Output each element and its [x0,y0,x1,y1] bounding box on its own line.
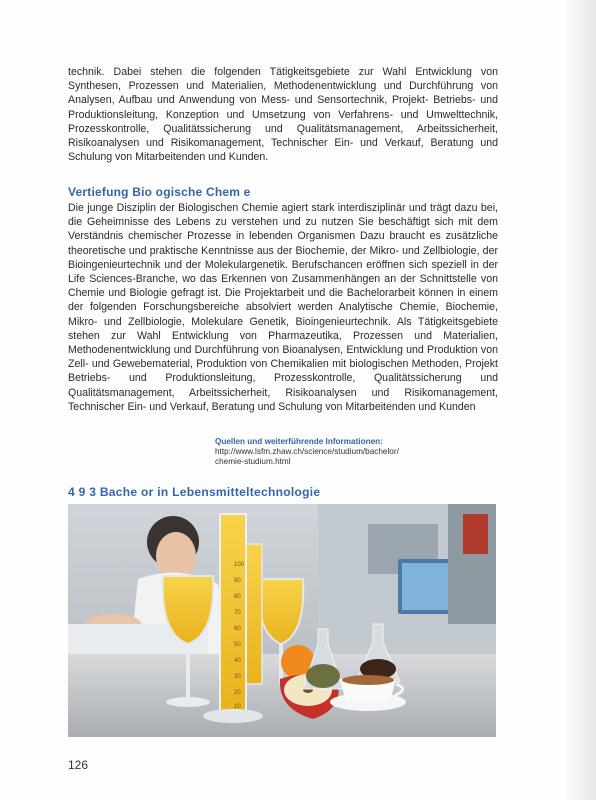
section-heading-food-technology: 4 9 3 Bache or in Lebensmitteltechnologie [68,485,321,499]
cylinder-tick-10: 10 [234,704,241,710]
cylinder-tick-60: 60 [234,626,241,632]
cylinder-tick-40: 40 [234,658,241,664]
lab-photo [68,504,496,737]
page-number: 126 [68,758,89,772]
cylinder-tick-30: 30 [234,674,241,680]
body-paragraph-1: technik. Dabei stehen die folgenden Tätigkeitsgebiete zur Wahl Entwicklung von Synthesen, Prozessen und Materialien, Methodenentwicklung und Durchführung von Analysen, Aufbau und Anwendung von Mess- und Sensortechnik, Projekt- Betriebs- und Produktionsleitung, Konzeption und Umsetzung von Verfahrens- und Umwelttechnik, Prozesskontrolle, Qualitätssicherung und Qualitätsmanagement, Arbeitssicherheit, Risikoanalysen und Risikomanagement, Technischer Ein- und Verkauf, Beratung und Schulung von Mitarbeitenden und Kunden. [68,66,498,164]
cylinder-tick-100: 100 [234,562,245,568]
lab-photo-illustration [68,504,496,737]
cylinder-tick-80: 80 [234,594,241,600]
sources-label: Quellen und weiterführende Informationen: [215,437,383,446]
cylinder-tick-50: 50 [234,642,241,648]
body-paragraph-2: Die junge Disziplin der Biologischen Chemie agiert stark interdisziplinär und trägt dazu bei, die Geheimnisse des Lebens zu verstehen und zu nutzen Sie beschäftigt sich mit dem Verständnis chemischer Prozesse in lebenden Organismen Dazu braucht es zusätzliche theoretische und praktische Kenntnisse aus der Biochemie, der Mikro- und Zellbiologie, der Bioingenieurtechnik und der Molekulargenetik. Berufschancen eröffnen sich speziell in der Life Sciences-Branche, wo das Erkennen von Zusammenhängen an der Schnittstelle von Chemie und Biologie gefragt ist. Die Projektarbeit und die Bachelorarbeit können in einem der folgenden Forschungsbereiche absolviert werden Analytische Chemie, Biochemie, Mikro- und Zellbiologie, Molekulare Genetik, Bioingenieurtechnik. Als Tätigkeitsgebiete stehen zur Wahl Entwicklung von Pharmazeutika, Prozessen und Materialien, Methodenentwicklung und Durchführung von Bioanalysen, Entwicklung und Produktion von Zell- und Gewebematerial, Produktion von Chemikalien mit biologischen Methoden, Projekt Betriebs- und Produktionsleitung, Prozesskontrolle, Qualitätssicherung und Qualitätsmanagement, Arbeitssicherheit, Risikoanalysen und Risikomanagement, Technischer Ein- und Verkauf, Beratung und Schulung von Mitarbeitenden und Kunden [68,202,498,413]
sources-url-line-2: chemie-studium.html [215,457,291,467]
page-edge-shadow [562,0,596,800]
measuring-cylinder-icon [220,514,246,714]
cylinder-tick-90: 90 [234,578,241,584]
cylinder-tick-70: 70 [234,610,241,616]
sources-box [215,437,399,468]
section-heading-biological-chemistry: Vertiefung Bio ogische Chem e [68,185,251,199]
cylinder-tick-20: 20 [234,690,241,696]
sources-url-line-1: http://www.lsfm.zhaw.ch/science/studium/bachelor/ [215,447,399,457]
